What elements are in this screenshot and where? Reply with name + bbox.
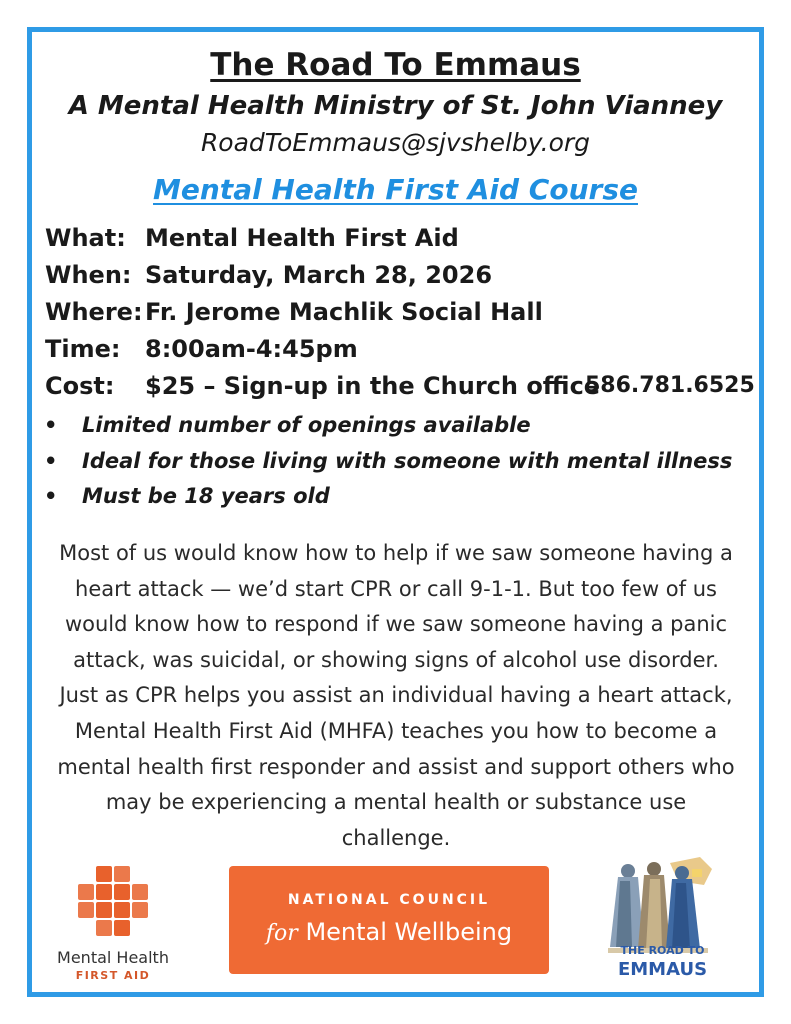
mhfa-logo-subtitle: FIRST AID: [75, 969, 151, 982]
bullet-icon: •: [44, 413, 58, 437]
detail-value: 8:00am-4:45pm: [145, 335, 358, 363]
detail-value: Fr. Jerome Machlik Social Hall: [145, 298, 543, 326]
emmaus-logo-name: EMMAUS: [617, 959, 708, 980]
contact-email: RoadToEmmaus@sjvshelby.org: [200, 128, 591, 157]
ncmw-line-1: NATIONAL COUNCIL: [287, 892, 491, 908]
detail-label: What:: [45, 224, 126, 252]
church-office-phone: 586.781.6525: [585, 373, 755, 398]
national-council-logo: [229, 866, 549, 974]
detail-value: Mental Health First Aid: [145, 224, 459, 252]
detail-value: $25 – Sign-up in the Church office: [145, 372, 601, 400]
bullet-text: Must be 18 years old: [82, 484, 330, 508]
bullet-text: Limited number of openings available: [82, 413, 531, 437]
detail-label: Cost:: [45, 372, 115, 400]
emmaus-logo-small-text: THE ROAD TO: [620, 944, 705, 957]
bullet-icon: •: [44, 449, 58, 473]
flyer-title: The Road To Emmaus: [210, 47, 581, 83]
mhfa-logo-name: Mental Health: [57, 948, 169, 967]
detail-label: Where:: [45, 298, 143, 326]
detail-value: Saturday, March 28, 2026: [145, 261, 493, 289]
detail-label: When:: [45, 261, 132, 289]
emmaus-figures-icon: [600, 855, 720, 955]
ncmw-line-2: [229, 918, 549, 946]
course-title: Mental Health First Aid Course: [153, 173, 638, 206]
bullet-icon: •: [44, 484, 58, 508]
ncmw-wellbeing: Mental Wellbeing: [305, 918, 513, 946]
bullet-text: Ideal for those living with someone with mental illness: [82, 449, 733, 473]
ministry-subtitle: A Mental Health Ministry of St. John Vianney: [68, 91, 723, 121]
detail-label: Time:: [45, 335, 121, 363]
description-paragraph: Most of us would know how to help if we saw someone having a heart attack — we’d start CPR or call 9-1-1. But too few of us would know how to respond if we saw someone having a panic attack, was suicidal, or showing signs of alcohol use disorder. Just as CPR helps you assist an individual having a heart attack, Mental Health First Aid (MHFA) teaches you how to become a mental health first responder and assist and support others who may be experiencing a mental health or substance use challenge.: [57, 541, 735, 850]
ncmw-for: for: [265, 921, 298, 946]
